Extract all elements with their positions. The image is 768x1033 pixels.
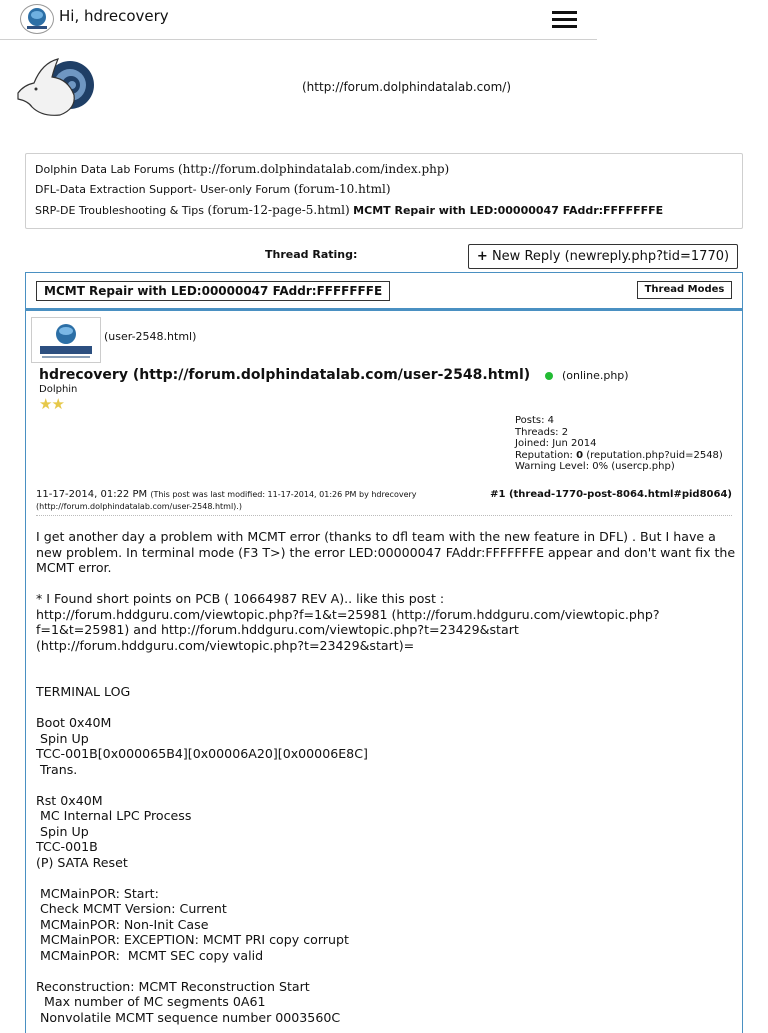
user-title: Dolphin [39,384,78,395]
post-header [36,489,732,516]
site-url[interactable]: (http://forum.dolphindatalab.com/) [302,80,512,94]
author-name[interactable]: hdrecovery (http://forum.dolphindatalab.com/user-2548.html) [39,367,531,383]
new-reply-label: New Reply (newreply.php?tid=1770) [491,249,730,264]
plus-icon: + [476,249,488,264]
thread-title: MCMT Repair with LED:00000047 FAddr:FFFFFFFE [36,281,390,301]
greeting: Hi, hdrecovery [59,7,169,25]
thread-rating-label: Thread Rating: [265,248,358,261]
thread-header [26,273,742,311]
author-stats [515,415,723,473]
breadcrumb [25,153,743,229]
menu-icon[interactable] [552,11,578,29]
user-avatar-small[interactable] [20,4,54,34]
breadcrumb-item-srp-de[interactable]: SRP-DE Troubleshooting & Tips (forum-12-page-5.html) MCMT Repair with LED:00000047 FAddr:FFFFFFFE [35,203,664,217]
hdrecovery-logo-icon [21,5,53,33]
stat-reputation[interactable]: Reputation: 0 (reputation.php?uid=2548) [515,449,723,461]
rank-stars-icon: ★★ [39,395,64,413]
online-link[interactable]: (online.php) [562,369,629,382]
thread-modes-button[interactable]: Thread Modes [637,281,732,299]
author-avatar[interactable] [31,317,101,363]
stat-joined: Joined: Jun 2014 [515,438,597,450]
top-bar [0,0,597,40]
post-date: 11-17-2014, 01:22 PM (This post was last modified: 11-17-2014, 01:26 PM by hdrecovery (http://forum.dolphindatalab.com/user-2548.html).) [36,489,417,511]
stat-threads: Threads: 2 [515,426,569,438]
dolphin-logo-icon[interactable] [14,55,98,119]
stat-warning[interactable]: Warning Level: 0% (usercp.php) [515,461,675,473]
breadcrumb-item-forums[interactable]: Dolphin Data Lab Forums (http://forum.dolphindatalab.com/index.php) [35,162,450,176]
post-number-link[interactable]: #1 (thread-1770-post-8064.html#pid8064) [490,489,732,500]
new-reply-button[interactable] [468,244,738,269]
breadcrumb-current: MCMT Repair with LED:00000047 FAddr:FFFFFFFE [353,204,664,217]
online-status-icon [545,372,553,380]
breadcrumb-item-dfl-support[interactable]: DFL-Data Extraction Support- User-only Forum (forum-10.html) [35,182,391,196]
stat-posts: Posts: 4 [515,415,555,426]
hdrecovery-avatar-icon [32,318,100,362]
avatar-link[interactable]: (user-2548.html) [104,330,197,343]
post-body: I get another day a problem with MCMT error (thanks to dfl team with the new feature in DFL) . But I have a new problem. In terminal mode (F3 T>) the error LED:00000047 FAddr:FFFFFFFE appear and don't want fix the MCMT error. * I Found short points on PCB ( 10664987 REV A).. like this post : http://forum.hddguru.com/viewtopic.php?f=1&t=25981 (http://forum.hddguru.com/viewtopic.php?f=1&t=25981) and http://forum.hddguru.com/viewtopic.php?t=23429&start (http://forum.hddguru.com/viewtopic.php?t=23429&start)= TERMINAL LOG Boot 0x40M Spin Up TCC-001B[0x000065B4][0x00006A20][0x00006E8C] Trans. Rst 0x40M MC Internal LPC Process Spin Up TCC-001B (P) SATA Reset MCMainPOR: Start: Check MCMT Version: Current MCMainPOR: Non-Init Case MCMainPOR: EXCEPTION: MCMT PRI copy corrupt MCMainPOR: MCMT SEC copy valid Reconstruction: MCMT Reconstruction Start Max number of MC segments 0A61 Nonvolatile MCMT sequence number 0003560C [36,529,736,1025]
thread-container [25,272,743,1033]
edit-note: (This post was last modified: 11-17-2014, 01:26 PM by hdrecovery (http://forum.dolphindatalab.com/user-2548.html).) [36,490,417,511]
